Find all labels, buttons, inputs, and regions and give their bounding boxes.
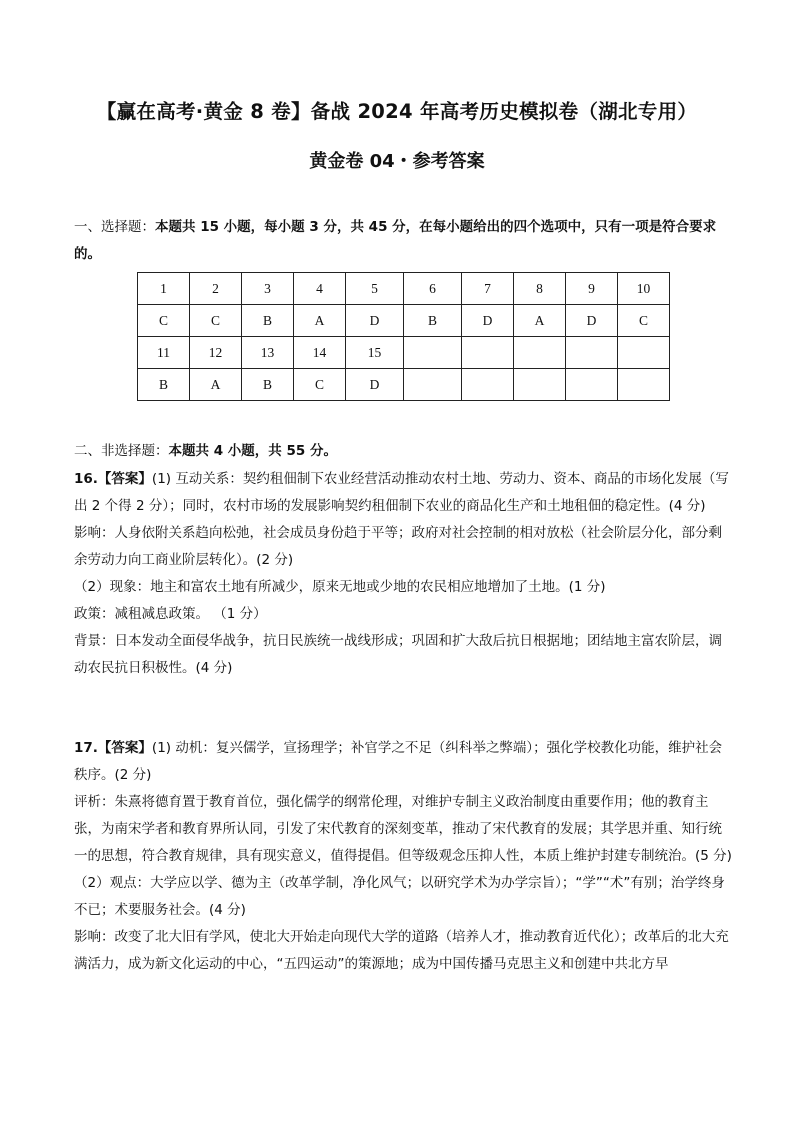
q17-paragraph-1: [74, 735, 734, 789]
table-cell: 12: [190, 337, 242, 369]
table-cell: [462, 337, 514, 369]
table-cell: D: [346, 369, 404, 401]
table-cell: B: [242, 305, 294, 337]
section1-label: 一、选择题：: [74, 219, 155, 235]
table-cell: 2: [190, 273, 242, 305]
table-cell: C: [294, 369, 346, 401]
q17-paragraph-3: （2）观点：大学应以学、德为主（改革学制，净化风气；以研究学术为办学宗旨）；“学”“术”有别；治学终身不已；术要服务社会。(4 分): [74, 875, 725, 918]
table-cell: 14: [294, 337, 346, 369]
q16-text-1: (1) 互动关系：契约租佃制下农业经营活动推动农村土地、劳动力、资本、商品的市场化发展（写出 2 个得 2 分）；同时，农村市场的发展影响契约租佃制下农业的商品化生产和土地租佃的稳定性。(4 分): [74, 471, 729, 514]
table-cell: [514, 369, 566, 401]
q16-paragraph-2: 影响：人身依附关系趋向松弛，社会成员身份趋于平等；政府对社会控制的相对放松（社会阶层分化，部分剩余劳动力向工商业阶层转化）。(2 分): [74, 525, 722, 568]
table-cell: [566, 369, 618, 401]
table-cell: A: [190, 369, 242, 401]
table-cell: [566, 337, 618, 369]
q16-label: 16.【答案】: [74, 471, 152, 487]
table-cell: C: [618, 305, 670, 337]
table-cell: 8: [514, 273, 566, 305]
q16-paragraph-1: [74, 466, 734, 520]
table-cell: B: [404, 305, 462, 337]
table-cell: C: [190, 305, 242, 337]
table-cell: C: [138, 305, 190, 337]
table-cell: [618, 369, 670, 401]
table-cell: 9: [566, 273, 618, 305]
table-cell: 15: [346, 337, 404, 369]
q16-paragraph-4: 政策：减租减息政策。 （1 分）: [74, 606, 267, 622]
q17-label: 17.【答案】: [74, 740, 152, 756]
table-cell: 5: [346, 273, 404, 305]
question-16-answer: [74, 466, 734, 682]
table-cell: [404, 369, 462, 401]
table-row-answers-2: [138, 369, 670, 401]
table-cell: [514, 337, 566, 369]
table-row-answers-1: [138, 305, 670, 337]
question-17-answer: [74, 735, 734, 978]
table-cell: A: [294, 305, 346, 337]
table-cell: B: [242, 369, 294, 401]
table-cell: 1: [138, 273, 190, 305]
answer-table: [137, 272, 670, 401]
table-cell: B: [138, 369, 190, 401]
table-cell: 6: [404, 273, 462, 305]
q16-paragraph-3: （2）现象：地主和富农土地有所减少，原来无地或少地的农民相应地增加了土地。(1 分): [74, 579, 606, 595]
table-cell: A: [514, 305, 566, 337]
q16-paragraph-5: 背景：日本发动全面侵华战争，抗日民族统一战线形成；巩固和扩大敌后抗日根据地；团结地主富农阶层，调动农民抗日积极性。(4 分): [74, 633, 722, 676]
q17-paragraph-4: 影响：改变了北大旧有学风，使北大开始走向现代大学的道路（培养人才，推动教育近代化）；改革后的北大充满活力，成为新文化运动的中心，“五四运动”的策源地；成为中国传播马克思主义和创建中共北方早: [74, 929, 729, 972]
section2-label: 二、非选择题：: [74, 443, 169, 459]
table-cell: 4: [294, 273, 346, 305]
table-cell: 7: [462, 273, 514, 305]
table-cell: D: [462, 305, 514, 337]
document-subtitle: 黄金卷 04・参考答案: [309, 151, 485, 172]
section2-heading: [74, 438, 734, 465]
table-cell: [404, 337, 462, 369]
table-cell: 11: [138, 337, 190, 369]
section1-tail: ，只有一项是符合要求的。: [74, 219, 717, 262]
table-row-numbers-1: [138, 273, 670, 305]
table-cell: [618, 337, 670, 369]
q17-text-1: (1) 动机：复兴儒学，宣扬理学；补官学之不足（纠科举之弊端）；强化学校教化功能，维护社会秩序。(2 分): [74, 740, 723, 783]
table-cell: [462, 369, 514, 401]
table-cell: 10: [618, 273, 670, 305]
table-cell: D: [346, 305, 404, 337]
section1-description: 本题共 15 小题，每小题 3 分，共 45 分，在每小题给出的: [155, 219, 514, 235]
table-row-numbers-2: [138, 337, 670, 369]
table-cell: D: [566, 305, 618, 337]
section1-heading: [74, 214, 734, 268]
table-cell: 3: [242, 273, 294, 305]
q17-paragraph-2: 评析：朱熹将德育置于教育首位，强化儒学的纲常伦理，对维护专制主义政治制度由重要作用；他的教育主张，为南宋学者和教育界所认同，引发了宋代教育的深刻变革，推动了宋代教育的发展；其学思并重、知行统一的思想，符合教育规律，具有现实意义，值得提倡。但等级观念压抑人性，本质上维护封建专制统治。(5 分): [74, 794, 732, 864]
section1-bold-part: 四个选项中: [513, 219, 582, 235]
document-title: 【赢在高考·黄金 8 卷】备战 2024 年高考历史模拟卷（湖北专用）: [96, 100, 698, 123]
table-cell: 13: [242, 337, 294, 369]
section2-description: 本题共 4 小题，共 55 分。: [168, 443, 337, 459]
